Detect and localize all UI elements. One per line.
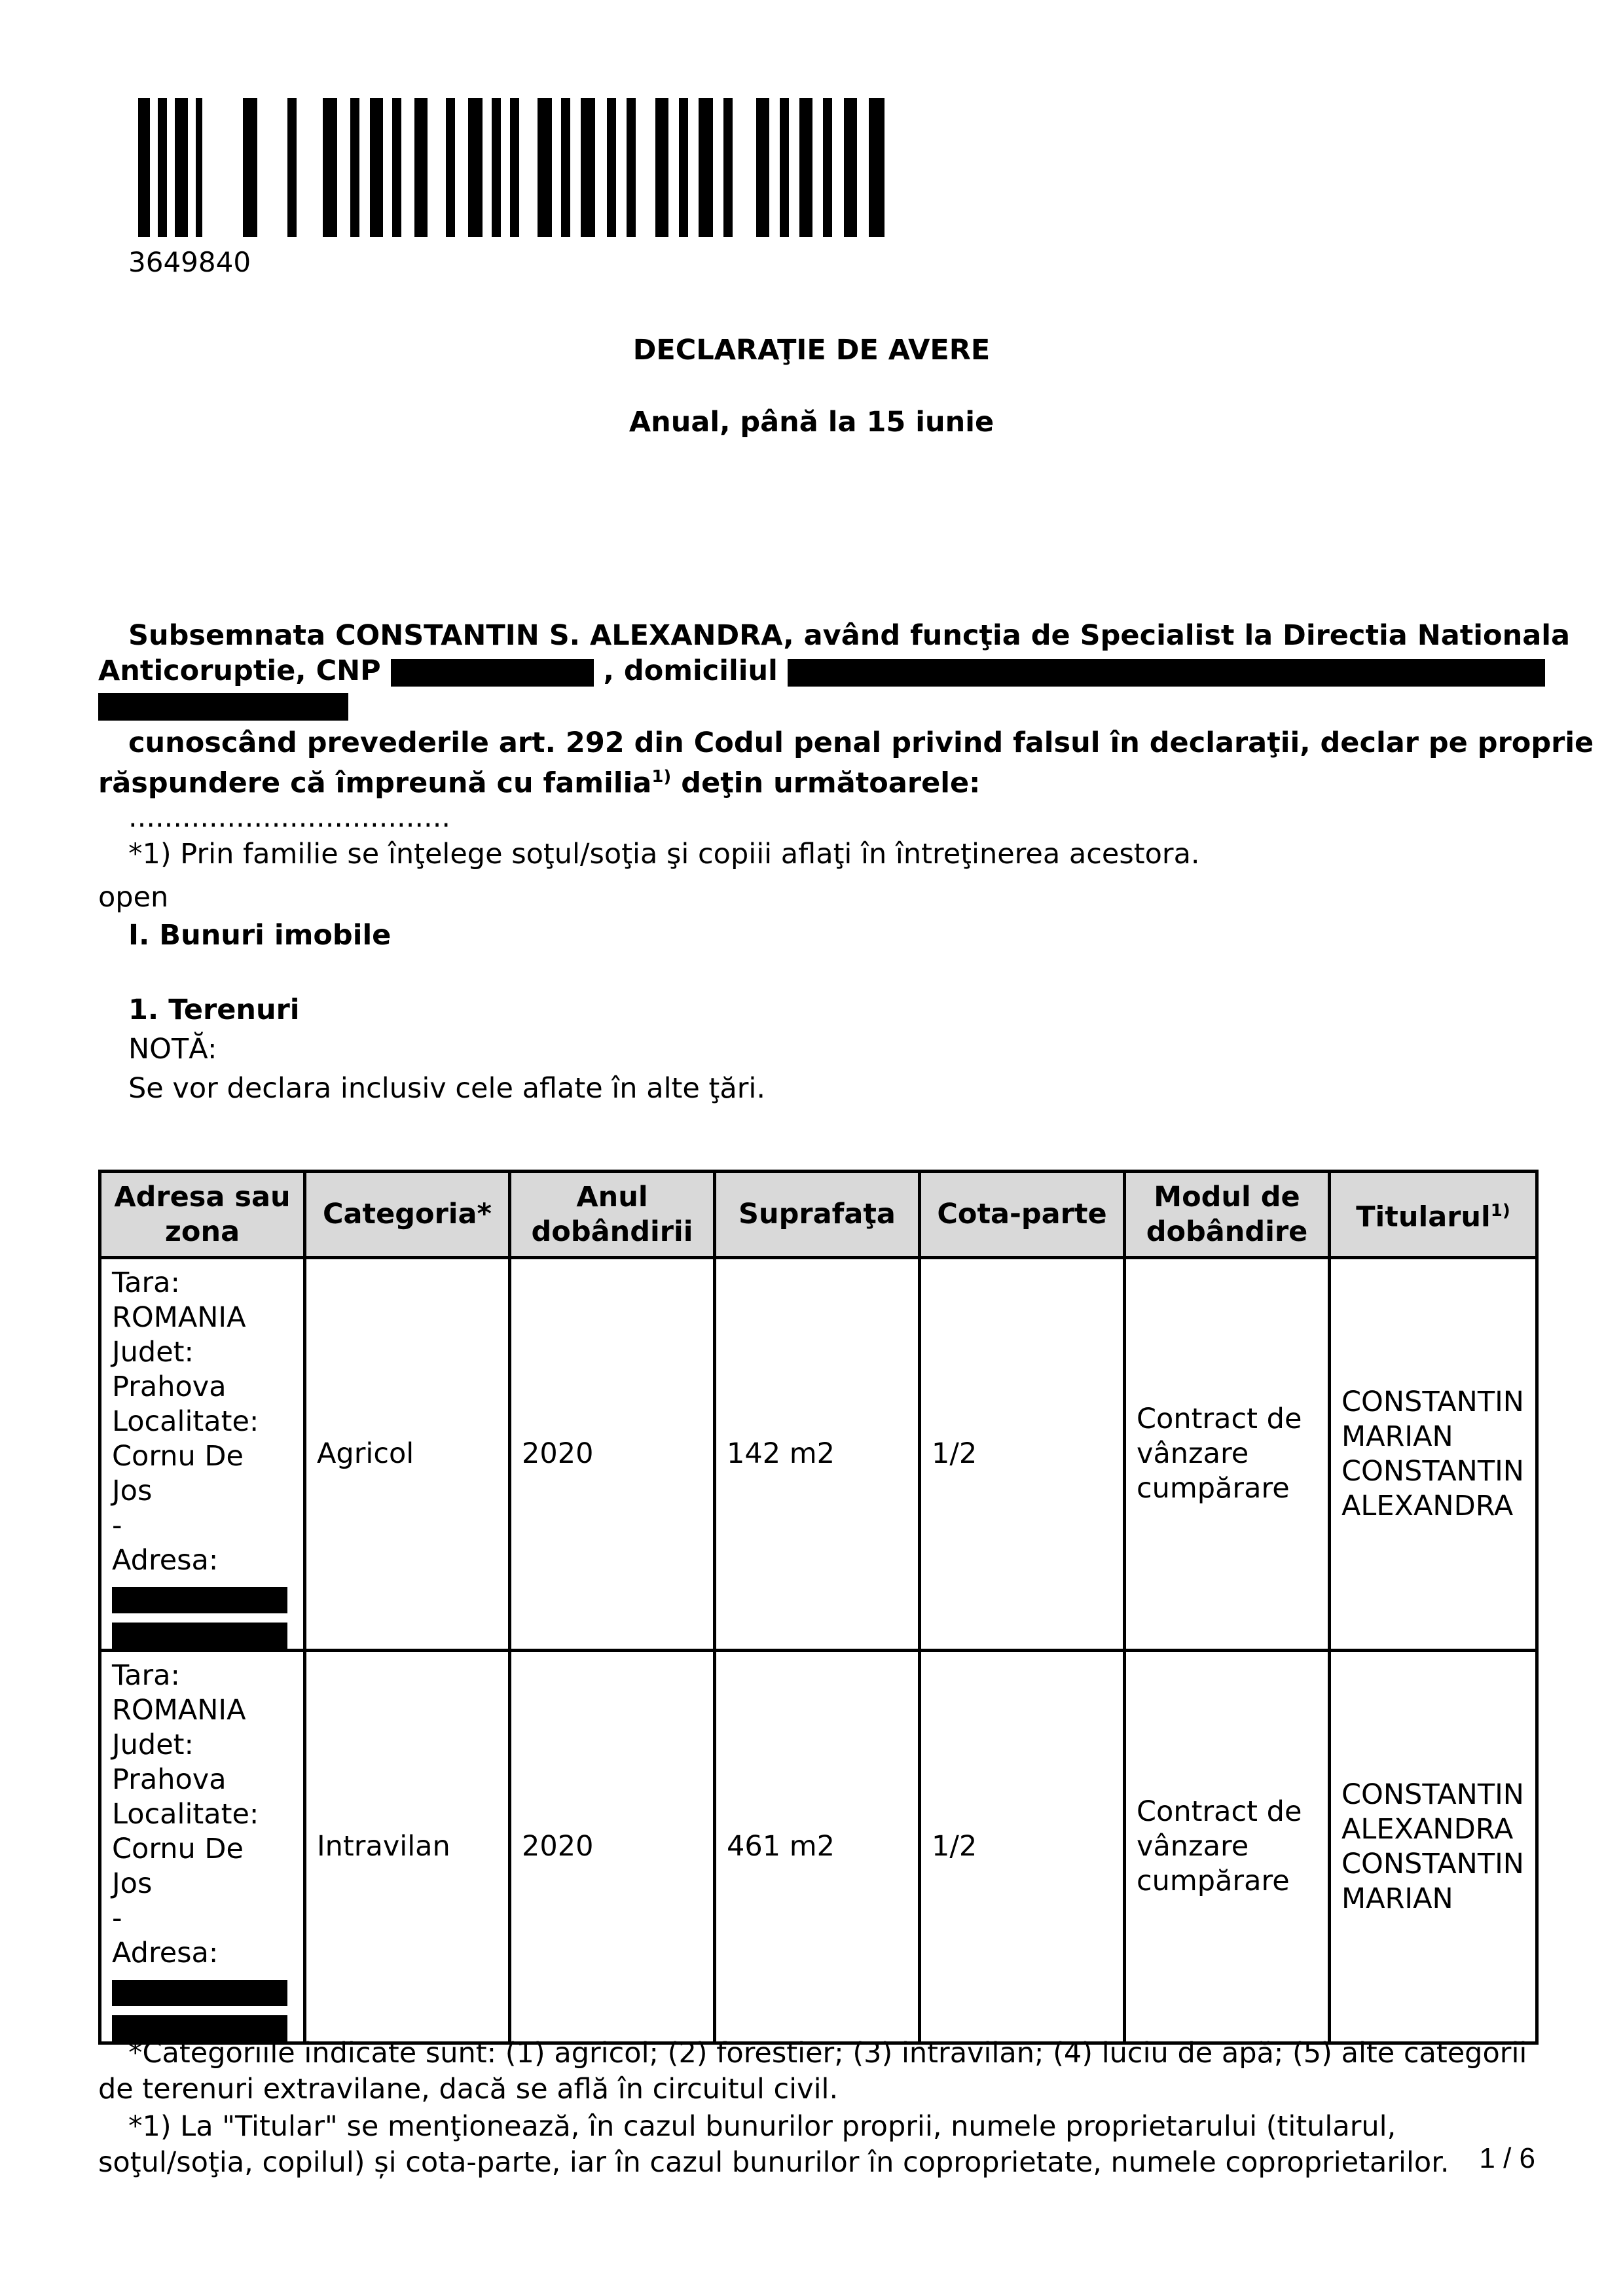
address-line: Adresa: (112, 1544, 219, 1577)
col-header-owner-label: Titularul (1356, 1200, 1491, 1234)
table-row (100, 1258, 1537, 1651)
cell-year: 2020 (510, 1258, 715, 1651)
address-line: Localitate: (112, 1405, 259, 1438)
note-text: Se vor declara inclusiv cele aflate în alte ţări. (128, 1072, 766, 1105)
cell-owner: CONSTANTIN MARIAN CONSTANTIN ALEXANDRA (1330, 1258, 1537, 1651)
document-subtitle: Anual, până la 15 iunie (629, 406, 994, 439)
address-line: Tara: (112, 1266, 181, 1299)
address-line: Localitate: (112, 1798, 259, 1831)
redacted-address (112, 1587, 287, 1613)
col-header-category: Categoria* (305, 1172, 510, 1258)
cell-area: 461 m2 (715, 1651, 920, 2043)
address-line: Judet: (112, 1729, 194, 1761)
address-line: Adresa: (112, 1937, 219, 1969)
address-line: Prahova (112, 1371, 227, 1403)
redacted-domicile (788, 659, 1545, 687)
intro-own-text: deţin următoarele: (671, 766, 981, 800)
col-header-address: Adresa sau zona (100, 1172, 305, 1258)
col-header-mode: Modul de dobândire (1125, 1172, 1330, 1258)
intro-line-1: Subsemnata CONSTANTIN S. ALEXANDRA, având funcţia de Specialist la Directia Nationala (128, 619, 1570, 652)
barcode-number: 3649840 (128, 246, 251, 278)
land-table (98, 1170, 1539, 2045)
dotted-line: .................................... (128, 801, 451, 834)
address-line: Judet: (112, 1336, 194, 1369)
section-heading: I. Bunuri imobile (128, 919, 392, 952)
cell-mode: Contract de vânzare cumpărare (1125, 1258, 1330, 1651)
col-header-owner (1330, 1172, 1537, 1258)
intro-family-text: răspundere că împreună cu familia (98, 766, 652, 800)
cell-category: Agricol (305, 1258, 510, 1651)
address-line: Cornu De Jos (112, 1833, 244, 1900)
subsection-heading: 1. Terenuri (128, 994, 300, 1026)
cell-owner: CONSTANTIN ALEXANDRA CONSTANTIN MARIAN (1330, 1651, 1537, 2043)
col-header-area: Suprafaţa (715, 1172, 920, 1258)
document-title: DECLARAŢIE DE AVERE (632, 334, 991, 367)
categories-footnote: *Categoriile indicate sunt: (1) agricol; (2) forestier; (3) intravilan; (4) luciu de apă; (5) alte categorii de terenuri extravilane, dacă se află în circuitul civil. (98, 2037, 1527, 2106)
barcode-image (138, 98, 884, 237)
table-header-row (100, 1172, 1537, 1258)
cell-year: 2020 (510, 1651, 715, 2043)
intro-line-3: cunoscând prevederile art. 292 din Codul penal privind falsul în declaraţii, declar pe proprie (128, 726, 1594, 759)
cell-address (100, 1651, 305, 2043)
address-line: ROMANIA (112, 1694, 246, 1727)
address-line: ROMANIA (112, 1301, 246, 1334)
titular-footnote: *1) La "Titular" se menţionează, în cazul bunurilor proprii, numele proprietarului (titularul, soţul/soţia, copilul) și cota-parte, iar în cazul bunurilor în coproprietate, numele coproprietarilor. (98, 2110, 1450, 2179)
col-header-share: Cota-parte (920, 1172, 1125, 1258)
intro-line-2 (98, 653, 1545, 689)
address-line: - (112, 1509, 122, 1542)
address-line: Tara: (112, 1659, 181, 1692)
cell-mode: Contract de vânzare cumpărare (1125, 1651, 1330, 2043)
cell-category: Intravilan (305, 1651, 510, 2043)
redacted-cnp (391, 659, 594, 687)
redacted-domicile-cont (98, 693, 348, 721)
open-label: open (98, 881, 169, 914)
table-row (100, 1651, 1537, 2043)
family-footnote: *1) Prin familie se înţelege soţul/soţia şi copiii aflaţi în întreţinerea acestora. (128, 838, 1200, 870)
note-label: NOTĂ: (128, 1033, 217, 1066)
intro-cnp-label: Anticoruptie, CNP (98, 655, 381, 687)
cell-share: 1/2 (920, 1651, 1125, 2043)
page-number: 1 / 6 (1479, 2142, 1535, 2174)
redacted-address (112, 1980, 287, 2006)
footnote-ref: 1) (651, 767, 672, 787)
address-line: Cornu De Jos (112, 1440, 244, 1507)
address-line: - (112, 1902, 122, 1935)
owner-footnote-ref: 1) (1490, 1201, 1510, 1221)
intro-line-4 (98, 759, 980, 801)
address-line: Prahova (112, 1763, 227, 1796)
cell-area: 142 m2 (715, 1258, 920, 1651)
cell-address (100, 1258, 305, 1651)
intro-domicile-label: , domiciliul (603, 655, 778, 687)
redacted-address (112, 1623, 287, 1649)
col-header-year: Anul dobândirii (510, 1172, 715, 1258)
cell-share: 1/2 (920, 1258, 1125, 1651)
